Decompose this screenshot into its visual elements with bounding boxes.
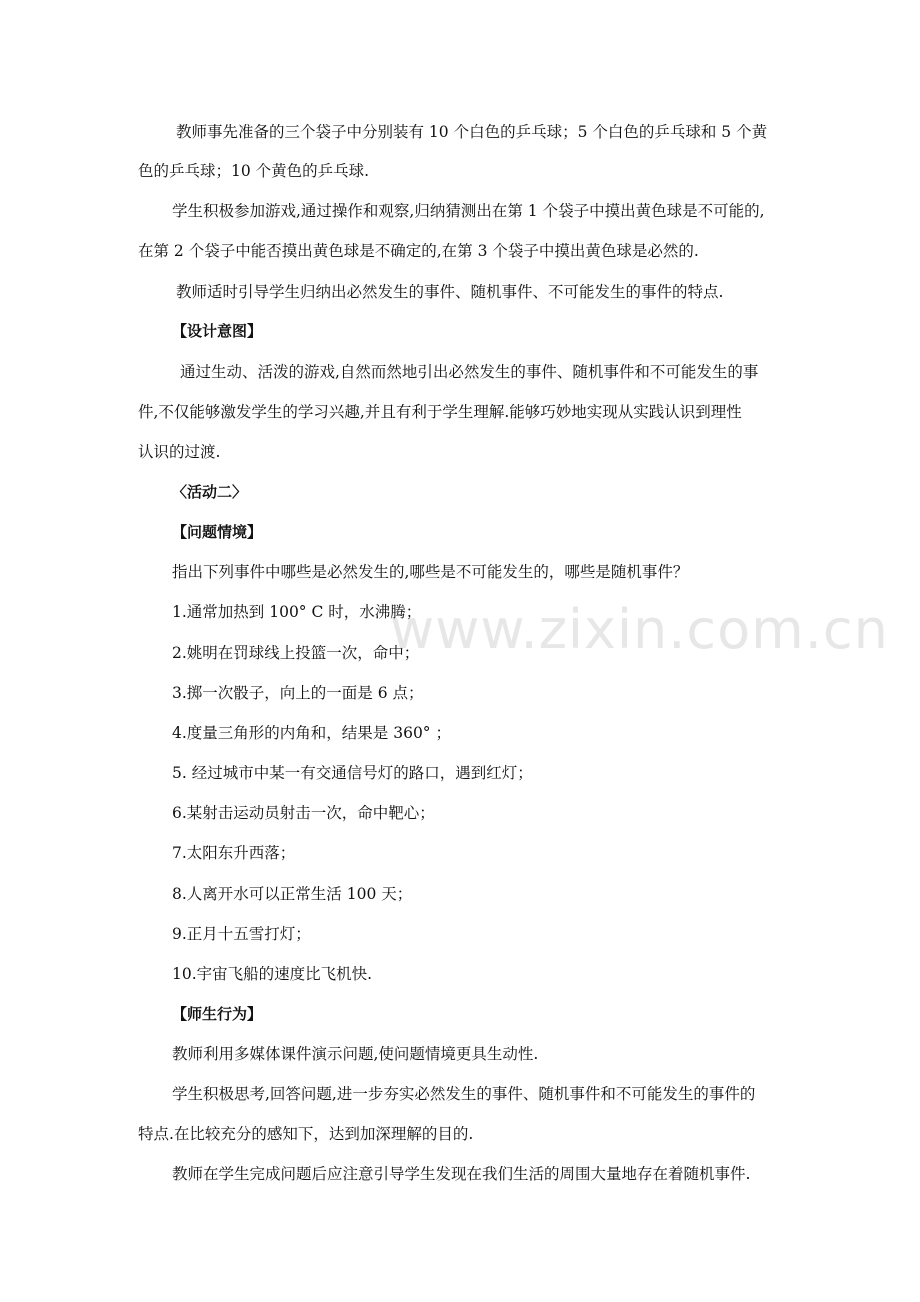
- section-heading: 【师生行为】: [172, 1005, 263, 1023]
- list-item: 4.度量三角形的内角和，结果是 360° ；: [172, 724, 451, 742]
- paragraph-line: 学生积极参加游戏,通过操作和观察,归纳猜测出在第 1 个袋子中摸出黄色球是不可能的,: [172, 202, 765, 220]
- paragraph-line: 教师在学生完成问题后应注意引导学生发现在我们生活的周围大量地存在着随机事件.: [172, 1165, 751, 1183]
- paragraph-line: 指出下列事件中哪些是必然发生的,哪些是不可能发生的，哪些是随机事件？: [172, 563, 689, 581]
- section-heading: 〈活动二〉: [172, 483, 248, 501]
- paragraph-line: 教师事先准备的三个袋子中分别装有 10 个白色的乒乓球；5 个白色的乒乓球和 5 个黄: [176, 123, 768, 141]
- list-item: 10.宇宙飞船的速度比飞机快.: [172, 965, 373, 983]
- list-item: 9.正月十五雪打灯；: [172, 925, 311, 943]
- paragraph-line: 认识的过渡.: [138, 443, 221, 461]
- list-item: 1.通常加热到 100° C 时，水沸腾；: [172, 603, 422, 621]
- list-item: 5. 经过城市中某一有交通信号灯的路口，遇到红灯；: [172, 764, 533, 782]
- list-item: 8.人离开水可以正常生活 100 天；: [172, 885, 413, 903]
- list-item: 7.太阳东升西落；: [172, 844, 296, 862]
- paragraph-line: 学生积极思考,回答问题,进一步夯实必然发生的事件、随机事件和不可能发生的事件的: [172, 1085, 756, 1103]
- paragraph-line: 特点.在比较充分的感知下，达到加深理解的目的.: [138, 1125, 474, 1143]
- list-item: 2.姚明在罚球线上投篮一次，命中；: [172, 644, 420, 662]
- paragraph-line: 通过生动、活泼的游戏,自然而然地引出必然发生的事件、随机事件和不可能发生的事: [180, 363, 759, 381]
- section-heading: 【设计意图】: [172, 322, 263, 340]
- paragraph-line: 教师适时引导学生归纳出必然发生的事件、随机事件、不可能发生的事件的特点.: [176, 283, 724, 301]
- paragraph-line: 色的乒乓球；10 个黄色的乒乓球.: [138, 162, 370, 180]
- paragraph-line: 件,不仅能够激发学生的学习兴趣,并且有利于学生理解.能够巧妙地实现从实践认识到理性: [138, 403, 742, 421]
- list-item: 6.某射击运动员射击一次，命中靶心；: [172, 804, 435, 822]
- list-item: 3.掷一次骰子，向上的一面是 6 点；: [172, 684, 424, 702]
- watermark: www.zixin.com.cn: [390, 598, 889, 661]
- paragraph-line: 教师利用多媒体课件演示问题,使问题情境更具生动性.: [172, 1045, 539, 1063]
- paragraph-line: 在第 2 个袋子中能否摸出黄色球是不确定的,在第 3 个袋子中摸出黄色球是必然的.: [138, 242, 699, 260]
- section-heading: 【问题情境】: [172, 523, 263, 541]
